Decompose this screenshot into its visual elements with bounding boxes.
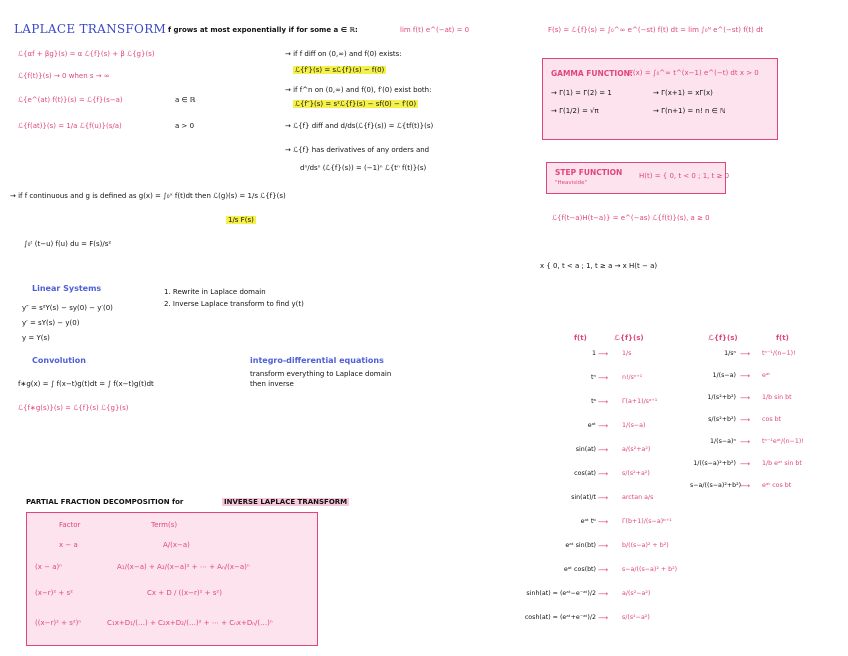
pfd-col-factor: Factor	[59, 521, 81, 529]
table-row-arrow-icon: ⟶	[598, 446, 609, 454]
convolution-heading: Convolution	[32, 356, 86, 365]
table-row-left-3-input: eᵃᵗ	[587, 422, 596, 429]
scaling-condition: a > 0	[175, 122, 195, 130]
table-header-ft-2: f(t)	[776, 334, 789, 342]
derivative-formula-3: dⁿ/dsⁿ (ℒ{f}(s)) = (−1)ⁿ ℒ{tⁿ f(t)}(s)	[300, 164, 427, 172]
table-row-right-6-input: s−a/((s−a)²+b²)	[690, 482, 742, 489]
table-row-right-0-input: 1/sⁿ	[724, 350, 736, 357]
table-row-arrow-icon: ⟶	[740, 394, 751, 402]
table-row-left-2-input: tᵃ	[591, 398, 596, 405]
integro-line-1: transform everything to Laplace domain	[250, 370, 392, 378]
integral-rule-note: 1/s F(s)	[228, 216, 254, 224]
table-row-left-11-output: s/(s²−a²)	[622, 614, 650, 621]
table-row-right-6-output: eᵃᵗ cos bt	[762, 482, 792, 489]
table-row-arrow-icon: ⟶	[740, 372, 751, 380]
table-row-left-4-input: sin(at)	[575, 446, 596, 453]
page-title: LAPLACE TRANSFORM	[14, 22, 167, 36]
table-row-left-1-output: n!/sⁿ⁺¹	[622, 374, 643, 381]
table-row-arrow-icon: ⟶	[740, 482, 751, 490]
table-row-arrow-icon: ⟶	[598, 374, 609, 382]
step-definition: H(t) = { 0, t < 0 ; 1, t ≥ 0	[639, 172, 730, 180]
table-row-right-3-input: s/(s²+b²)	[708, 416, 736, 423]
table-row-arrow-icon: ⟶	[598, 590, 609, 598]
table-row-right-4-output: tⁿ⁻¹eᵃᵗ/(n−1)!	[762, 438, 804, 445]
table-row-left-5-output: s/(s²+a²)	[622, 470, 650, 477]
pfd-factor-4: ((x−r)² + s²)ⁿ	[35, 619, 82, 627]
derivative-formula-2: ℒ{f″}(s) = s²ℒ{f}(s) − sf(0) − f′(0)	[295, 100, 417, 108]
derivative-note-1: → if f diff on (0,∞) and f(0) exists:	[285, 50, 402, 58]
table-row-left-10-input: sinh(at) = (eᵃᵗ−e⁻ᵃᵗ)/2	[526, 590, 596, 597]
table-row-right-5-output: 1/b eᵃᵗ sin bt	[762, 460, 802, 467]
table-row-left-11-input: cosh(at) = (eᵃᵗ+e⁻ᵃᵗ)/2	[524, 614, 596, 621]
gamma-box	[542, 58, 778, 140]
pfd-factor-1: x − a	[59, 541, 78, 549]
convolution-transform: ℒ{f∗g(s)}(s) = ℒ{f}(s) ℒ{g}(s)	[18, 404, 129, 412]
pfd-term-2: A₁/(x−a) + A₂/(x−a)² + ⋯ + Aₙ/(x−a)ⁿ	[117, 563, 250, 571]
table-header-Ls-2: ℒ{f}(s)	[708, 334, 738, 342]
linear-step-2: 2. Inverse Laplace transform to find y(t)	[164, 300, 304, 308]
table-row-arrow-icon: ⟶	[598, 614, 609, 622]
limit-property: ℒ{f(t)}(s) → 0 when s → ∞	[18, 72, 110, 80]
table-row-left-1-input: tⁿ	[591, 374, 596, 381]
piecewise-function: x { 0, t < a ; 1, t ≥ a → x H(t − a)	[540, 262, 658, 270]
table-row-left-10-output: a/(s²−a²)	[622, 590, 651, 597]
pfd-heading-highlight: INVERSE LAPLACE TRANSFORM	[224, 498, 348, 506]
shift-rule: ℒ{f(t−a)H(t−a)} = e^(−as) ℒ{f(t)}(s), a ≥ 0	[552, 214, 710, 222]
table-row-left-6-input: sin(at)/t	[571, 494, 596, 501]
linear-systems-heading: Linear Systems	[32, 284, 102, 293]
table-row-right-2-output: 1/b sin bt	[762, 394, 792, 401]
pfd-factor-3: (x−r)² + s²	[35, 589, 73, 597]
gamma-prop-2: → Γ(x+1) = xΓ(x)	[653, 89, 713, 97]
step-box	[546, 162, 730, 194]
shift-condition: a ∈ ℝ	[175, 96, 196, 104]
pfd-box	[26, 512, 318, 646]
table-row-arrow-icon: ⟶	[598, 422, 609, 430]
gamma-heading: GAMMA FUNCTION:	[551, 69, 633, 78]
table-row-left-5-input: cos(at)	[574, 470, 596, 477]
pfd-col-terms: Term(s)	[151, 521, 178, 529]
gamma-definition: Γ(x) = ∫₀^∞ t^(x−1) e^(−t) dt x > 0	[629, 69, 759, 77]
pfd-factor-2: (x − a)ⁿ	[35, 563, 62, 571]
convolution-equation: f∗g(x) = ∫ f(x−t)g(t)dt = ∫ f(x−t)g(t)dt	[18, 380, 154, 388]
table-row-arrow-icon: ⟶	[598, 494, 609, 502]
pfd-term-4: C₁x+D₁/(…) + C₂x+D₂/(…)² + ⋯ + Cₙx+Dₙ/(…)ⁿ	[107, 619, 273, 627]
title-note: f grows at most exponentially if for some a ∈ ℝ:	[168, 26, 358, 34]
integral-rule: → if f continuous and g is defined as g(x) = ∫₀ˣ f(t)dt then ℒ(g)(s) = 1/s ℒ{f}(s)	[10, 192, 286, 200]
linear-eq-3: y = Y(s)	[22, 334, 50, 342]
table-row-right-2-input: 1/(s²+b²)	[707, 394, 736, 401]
gamma-prop-4: → Γ(n+1) = n! n ∈ ℕ	[653, 107, 726, 115]
table-row-left-8-output: b/((s−a)² + b²)	[622, 542, 669, 549]
table-row-arrow-icon: ⟶	[740, 416, 751, 424]
table-row-arrow-icon: ⟶	[598, 398, 609, 406]
derivative-note-3: → ℒ{f} diff and d/ds(ℒ{f}(s)) = ℒ{tf(t)}(s)	[285, 122, 434, 130]
table-row-right-5-input: 1/((s−a)²+b²)	[693, 460, 736, 467]
table-row-arrow-icon: ⟶	[598, 542, 609, 550]
laplace-definition: F(s) = ℒ{f}(s) = ∫₀^∞ e^(−st) f(t) dt = lim ∫₀ᴺ e^(−st) f(t) dt	[548, 26, 764, 34]
table-row-left-0-output: 1/s	[622, 350, 632, 357]
table-row-left-4-output: a/(s²+a²)	[622, 446, 651, 453]
table-row-left-2-output: Γ(a+1)/sᵃ⁺¹	[622, 398, 658, 405]
linear-eq-1: y″ = s²Y(s) − sy(0) − y′(0)	[22, 304, 113, 312]
table-row-arrow-icon: ⟶	[598, 350, 609, 358]
linear-eq-2: y′ = sY(s) − y(0)	[22, 319, 80, 327]
table-row-right-1-output: eᵃᵗ	[762, 372, 771, 379]
step-subtitle: "Heaviside"	[555, 180, 588, 186]
table-row-arrow-icon: ⟶	[598, 518, 609, 526]
table-row-left-0-input: 1	[591, 350, 596, 357]
table-row-left-3-output: 1/(s−a)	[622, 422, 646, 429]
table-row-arrow-icon: ⟶	[740, 350, 751, 358]
derivative-formula-1: ℒ{f′}(s) = sℒ{f}(s) − f(0)	[295, 66, 385, 74]
table-row-left-8-input: eᵃᵗ sin(bt)	[565, 542, 596, 549]
table-header-ft: f(t)	[574, 334, 587, 342]
table-row-arrow-icon: ⟶	[740, 438, 751, 446]
table-row-left-9-input: eᵃᵗ cos(bt)	[563, 566, 596, 573]
table-row-left-6-output: arctan a/s	[622, 494, 654, 501]
linearity-property: ℒ{αf + βg}(s) = α ℒ{f}(s) + β ℒ{g}(s)	[18, 50, 155, 58]
pfd-term-3: Cx + D / ((x−r)² + s²)	[147, 589, 222, 597]
table-row-left-7-input: eᵃᵗ tᵇ	[580, 518, 596, 525]
pfd-term-1: A/(x−a)	[163, 541, 190, 549]
derivative-note-4: → ℒ{f} has derivatives of any orders and	[285, 146, 430, 154]
table-row-arrow-icon: ⟶	[598, 470, 609, 478]
table-row-right-1-input: 1/(s−a)	[712, 372, 736, 379]
gamma-prop-3: → Γ(1/2) = √π	[551, 107, 599, 115]
table-row-left-7-output: Γ(b+1)/(s−a)ᵇ⁺¹	[622, 518, 672, 525]
step-heading: STEP FUNCTION	[555, 168, 623, 177]
derivative-note-2: → if f^n on (0,∞) and f(0), f′(0) exist both:	[285, 86, 432, 94]
limit-expression: lim f(t) e^(−at) = 0	[400, 26, 470, 34]
integro-line-2: then inverse	[250, 380, 294, 388]
table-header-Ls: ℒ{f}(s)	[614, 334, 644, 342]
convolution-integral: ∫₀ᵗ (t−u) f(u) du = F(s)/s²	[24, 240, 112, 248]
table-row-right-4-input: 1/(s−a)ⁿ	[710, 438, 736, 445]
pfd-heading: PARTIAL FRACTION DECOMPOSITION for	[26, 498, 184, 506]
integro-heading: integro-differential equations	[250, 356, 384, 365]
table-row-arrow-icon: ⟶	[598, 566, 609, 574]
linear-step-1: 1. Rewrite in Laplace domain	[164, 288, 266, 296]
gamma-prop-1: → Γ(1) = Γ(2) = 1	[551, 89, 612, 97]
table-row-right-3-output: cos bt	[762, 416, 782, 423]
table-row-left-9-output: s−a/((s−a)² + b²)	[622, 566, 678, 573]
scaling-property: ℒ{f(at)}(s) = 1/a ℒ{f(u)}(s/a)	[18, 122, 122, 130]
table-row-right-0-output: tⁿ⁻¹/(n−1)!	[762, 350, 796, 357]
shift-property: ℒ{e^(at) f(t)}(s) = ℒ{f}(s−a)	[18, 96, 123, 104]
table-row-arrow-icon: ⟶	[740, 460, 751, 468]
